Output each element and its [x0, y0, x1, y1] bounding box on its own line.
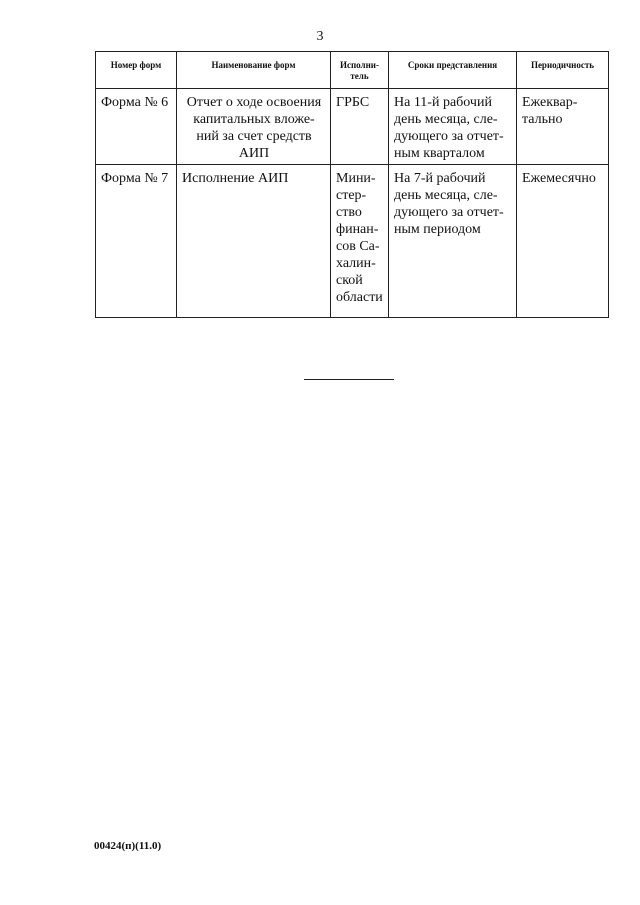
cell-line: АИП [238, 146, 270, 161]
cell-line: На 11-й рабочий [394, 95, 492, 110]
cell-line: Исполнение АИП [182, 171, 289, 186]
separator-line [304, 379, 394, 380]
cell-number: Форма № 7 [96, 165, 177, 318]
cell-line: дующего за отчет- [394, 129, 504, 144]
cell-line: сов Са- [336, 239, 380, 254]
page-number: 3 [316, 29, 324, 44]
cell-executor [331, 165, 389, 318]
cell-periodicity [517, 165, 609, 318]
header-periodicity: Периодичность [517, 52, 609, 89]
table-row [96, 165, 609, 318]
cell-deadline [389, 165, 517, 318]
cell-deadline [389, 89, 517, 165]
cell-line: Ежемесячно [522, 171, 596, 186]
cell-line: ний за счет средств [196, 129, 312, 144]
cell-line: стер- [336, 188, 367, 203]
header-executor [331, 52, 389, 89]
cell-line: финан- [336, 222, 379, 237]
cell-line: области [336, 290, 383, 305]
table-header-row [96, 52, 609, 89]
cell-executor [331, 89, 389, 165]
cell-line: ство [336, 205, 362, 220]
cell-line: ской [336, 273, 363, 288]
cell-line: тально [522, 112, 563, 127]
cell-line: На 7-й рабочий [394, 171, 486, 186]
cell-line: халин- [336, 256, 376, 271]
cell-name [177, 89, 331, 165]
document-code: 00424(п)(11.0) [94, 840, 162, 852]
header-name: Наименование форм [177, 52, 331, 89]
header-executor-text: Исполни-тель [340, 60, 379, 81]
table-row [96, 89, 609, 165]
cell-name [177, 165, 331, 318]
cell-line: ГРБС [336, 95, 370, 110]
cell-line: день месяца, сле- [394, 188, 498, 203]
cell-line: Ежеквар- [522, 95, 578, 110]
header-number: Номер форм [96, 52, 177, 89]
forms-table [95, 51, 609, 318]
cell-line: дующего за отчет- [394, 205, 504, 220]
cell-line: Мини- [336, 171, 376, 186]
cell-line: ным периодом [394, 222, 481, 237]
cell-line: день месяца, сле- [394, 112, 498, 127]
cell-number: Форма № 6 [96, 89, 177, 165]
cell-line: ным кварталом [394, 146, 485, 161]
cell-line: капитальных вложе- [193, 112, 315, 127]
header-deadline: Сроки представления [389, 52, 517, 89]
cell-line: Отчет о ходе освоения [186, 95, 322, 110]
cell-periodicity [517, 89, 609, 165]
